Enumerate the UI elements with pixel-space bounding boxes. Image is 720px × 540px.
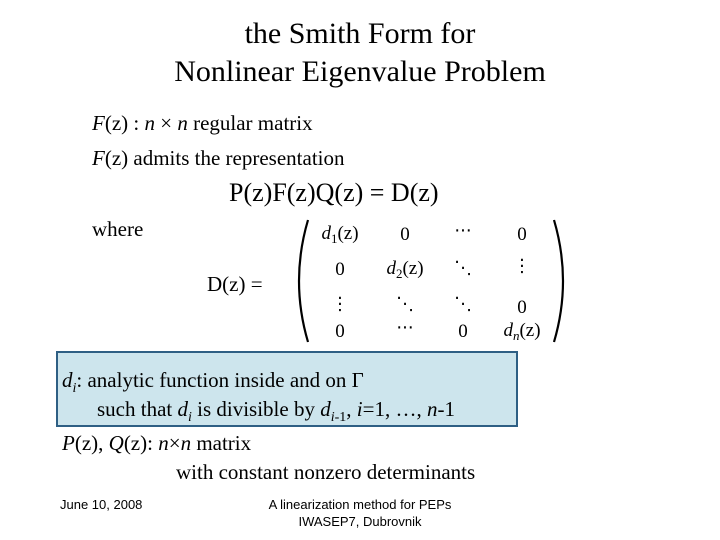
determinant-line: with constant nonzero determinants (176, 460, 476, 484)
slide-title-line-2: Nonlinear Eigenvalue Problem (174, 55, 546, 88)
hdots-icon: ··· (454, 220, 472, 242)
ddots-icon: ⋱ (396, 293, 414, 315)
footer-event: IWASEP7, Dubrovnik (298, 514, 422, 529)
smith-form-equation: P(z)F(z)Q(z) = D(z) (229, 178, 439, 207)
d-matrix-label: D(z) = (207, 272, 263, 296)
diagonal-matrix (288, 216, 574, 346)
regular-matrix-text: regular matrix (187, 111, 313, 135)
matrix-entry-zero: 0 (517, 297, 527, 318)
hdots-icon: ··· (396, 317, 414, 339)
f-arg: (z) (104, 111, 129, 135)
matrix-entry-zero: 0 (458, 321, 468, 342)
vdots-icon: ⋮ (331, 293, 349, 315)
d-symbol: d (62, 368, 73, 392)
n-symbol: n (177, 111, 188, 135)
footer-title: A linearization method for PEPs (268, 497, 452, 512)
definition-line-2 (92, 145, 345, 171)
ddots-icon: ⋱ (454, 257, 472, 279)
matrix-entry-zero: 0 (335, 259, 345, 280)
ddots-icon: ⋱ (454, 293, 472, 315)
matrix-entry-zero: 0 (517, 224, 527, 245)
footer-center (240, 496, 480, 530)
pq-matrix-line: P(z), Q(z): n×n matrix (62, 431, 252, 455)
footer-date: June 10, 2008 (60, 497, 143, 512)
matrix-entry-zero: 0 (335, 321, 345, 342)
divisibility-line: such that $d_i$ is divisible by $d_{i-1}$, i=1, …, n-1 (97, 397, 455, 425)
n-symbol: n (144, 111, 155, 135)
slide-title-line-1: the Smith Form for (244, 17, 476, 50)
matrix-entry-d1: $d_1(z)$ (321, 223, 359, 246)
f-symbol: F (92, 111, 105, 135)
analytic-function-text: : analytic function inside and on Γ (76, 368, 364, 392)
i-subscript: i (72, 381, 77, 396)
matrix-entry-dn: $d_n(z)$ (503, 320, 541, 343)
vdots-icon: ⋮ (513, 255, 531, 277)
f-symbol: F (92, 146, 105, 170)
f-arg: (z) (104, 146, 129, 170)
where-label: where (92, 217, 144, 241)
definition-line-1 (92, 110, 313, 136)
times-symbol: × (154, 111, 178, 135)
colon-text: : (128, 111, 145, 135)
matrix-entry-zero: 0 (400, 224, 410, 245)
representation-text: admits the representation (128, 146, 345, 170)
matrix-entry-d2: $d_2(z)$ (386, 258, 424, 281)
